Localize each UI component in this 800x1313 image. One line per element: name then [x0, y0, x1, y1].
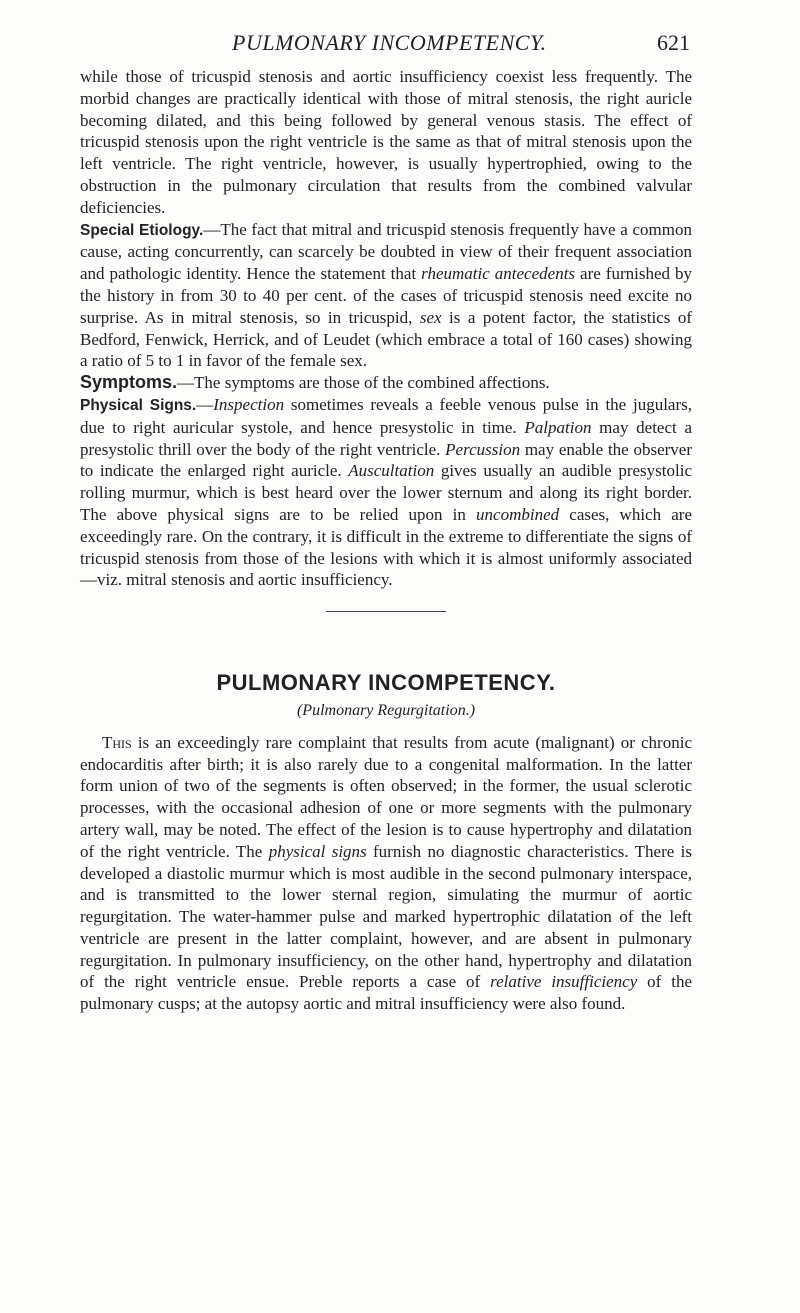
- final-italic-relative-insufficiency: relative insufficiency: [490, 972, 638, 992]
- paragraph-pulmonary-incompetency: [80, 732, 692, 1015]
- section-subheading: (Pulmonary Regurgitation.): [296, 701, 476, 719]
- physical-italic-auscultation: Auscultation: [348, 461, 435, 481]
- running-title: PULMONARY INCOMPETENCY.: [232, 30, 547, 55]
- paragraph-special-etiology: [80, 219, 692, 373]
- paragraph-physical-signs: [80, 394, 692, 591]
- physical-italic-percussion: Percussion: [445, 439, 521, 459]
- final-italic-physical-signs: physical signs: [268, 841, 367, 861]
- symptoms-text: —The symptoms are those of the combined affections.: [177, 373, 550, 393]
- etiology-text-1: —The fact that mitral and tricuspid stenosis frequently have a common cause, acting concurrently, can scarcely be doubted in view of their frequent association and pathologic identity. Hence the statement that: [80, 219, 692, 284]
- physical-text-3: may enable the observer to indicate the enlarged right auricle.: [80, 439, 692, 481]
- paragraph-tricuspid-stenosis: while those of tricuspid stenosis and aortic insufficiency coexist less frequently. The morbid changes are practically identical with those of mitral stenosis, the right auricle becoming dilated, and this being followed by general venous stasis. The effect of tricuspid stenosis upon the right ventricle is the same as that of mitral stenosis upon the left ventricle. The right ventricle, however, is usually hypertrophied, owing to the obstruction in the pulmonary circulation that results from the combined valvular deficiencies.: [80, 67, 692, 217]
- section-heading: PULMONARY INCOMPETENCY.: [216, 670, 556, 696]
- etiology-heading: Special Etiology.: [80, 221, 204, 239]
- physical-text-5: cases, which are exceedingly rare. On the contrary, it is difficult in the extreme to differentiate the signs of tricuspid stenosis from those of the lesions with which it is almost uniformly associated—viz. mitral stenosis and aortic insufficiency.: [80, 504, 692, 590]
- etiology-text-3: is a potent factor, the statistics of Bedford, Fenwick, Herrick, and of Leudet (which embrace a total of 160 cases) showing a ratio of 5 to 1 in favor of the female sex.: [80, 307, 692, 371]
- physical-italic-uncombined: uncombined: [476, 504, 560, 524]
- paragraph-symptoms: [80, 372, 692, 394]
- final-text-3: of the pulmonary cusps; at the autopsy aortic and mitral insufficiency were also found.: [80, 972, 692, 1014]
- etiology-text-2: are furnished by the history in from 30 to 40 per cent. of the cases of tricuspid stenosis need excite no surprise. As in mitral stenosis, so in tricuspid,: [80, 264, 692, 327]
- physical-dash: —: [196, 394, 214, 414]
- physical-signs-heading: Physical Signs.: [80, 396, 197, 414]
- physical-text-2: may detect a presystolic thrill over the body of the right ventricle.: [80, 417, 692, 459]
- running-head: [80, 30, 700, 60]
- physical-text-1: sometimes reveals a feeble venous pulse in the jugulars, due to right auricular systole, and hence presystolic in time.: [80, 394, 692, 437]
- section-divider: [326, 611, 446, 612]
- etiology-italic-sex: sex: [419, 307, 442, 327]
- page-number: 621: [657, 30, 690, 55]
- body-text: [80, 66, 692, 1015]
- physical-text-4: gives usually an audible presystolic rolling murmur, which is best heard over the lower sternum and along its right border. The above physical signs are to be relied upon in: [80, 461, 692, 524]
- symptoms-heading: Symptoms.: [80, 372, 178, 393]
- physical-italic-palpation: Palpation: [524, 417, 592, 437]
- final-text-2: furnish no diagnostic characteristics. There is developed a diastolic murmur which is most audible in the second pulmonary interspace, and is transmitted to the lower sternal region, simulating the murmur of aortic regurgitation. The water-hammer pulse and marked hypertrophic dilatation of the left ventricle are present in the latter complaint, however, and are absent in pulmonary regurgitation. In pulmonary insufficiency, on the other hand, hypertrophy and dilatation of the right ventricle ensue. Preble reports a case of: [80, 841, 692, 992]
- final-lead-word: This: [102, 732, 132, 752]
- physical-italic-inspection: Inspection: [213, 394, 285, 414]
- etiology-italic-rheumatic: rheumatic antecedents: [421, 264, 576, 284]
- final-text-1: is an exceedingly rare complaint that results from acute (malignant) or chronic endocarditis after birth; it is also rarely due to a congenital malformation. In the latter form union of two of the segments is often observed; in the former, the usual sclerotic processes, with the occasional adhesion of one or more segments with the pulmonary artery wall, may be noted. The effect of the lesion is to cause hypertrophy and dilatation of the right ventricle. The: [80, 732, 692, 861]
